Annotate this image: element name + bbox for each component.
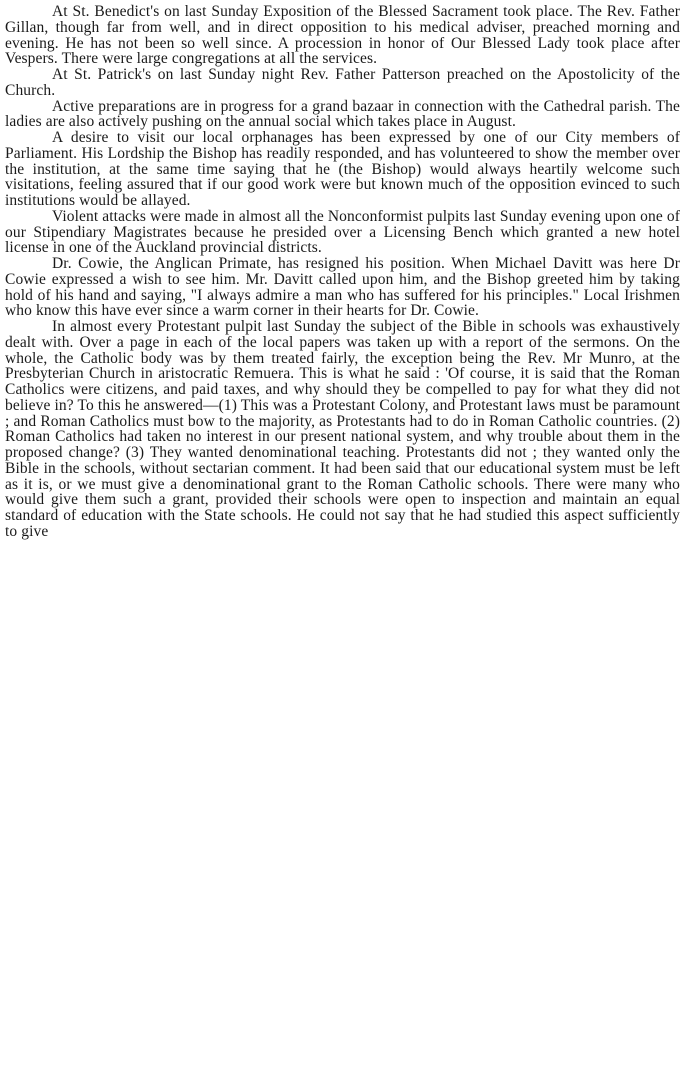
paragraph-bible-in-schools: In almost every Protestant pulpit last Sunday the subject of the Bible in schools was exhaustively dealt with. Over a page in each of the local papers was taken up with a report of the sermons. On the whole, the Catholic body was by them treated fairly, the exception being the Rev. Mr Munro, at the Presbyterian Church in aristocratic Remuera. This is what he said : 'Of course, it is said that the Roman Catholics were citizens, and paid taxes, and why should they be compelled to pay for what they did not believe in? To this he answered—(1) This was a Protestant Colony, and Protestant laws must be paramount ; and Roman Catholics must bow to the majority, as Protestants had to do in Roman Catholic countries. (2) Roman Catholics had taken no interest in our present national system, and why trouble about them in the proposed change? (3) They wanted denominational teaching. Protestants did not ; they wanted only the Bible in the schools, without sectarian comment. It had been said that our educational system must be left as it is, or we must give a denominational grant to the Roman Catholic schools. There were many who would give them such a grant, provided their schools were open to inspection and maintain an equal standard of education with the State schools. He could not say that he had studied this aspect sufficiently to give [5, 318, 680, 540]
paragraph-st-patricks: At St. Patrick's on last Sunday night Rev. Father Patterson preached on the Apostolicity of the Church. [5, 66, 680, 99]
paragraph-nonconformist: Violent attacks were made in almost all the Nonconformist pulpits last Sunday evening upon one of our Stipendiary Magistrates because he presided over a Licensing Bench which granted a new hotel license in one of the Auckland provincial districts. [5, 207, 680, 257]
paragraph-dr-cowie: Dr. Cowie, the Anglican Primate, has resigned his position. When Michael Davitt was here Dr Cowie expressed a wish to see him. Mr. Davitt called upon him, and the Bishop greeted him by taking hold of his hand and saying, "I always admire a man who has suffered for his principles." Local Irishmen who know this have ever since a warm corner in their hearts for Dr. Cowie. [5, 255, 680, 320]
paragraph-st-benedicts: At St. Benedict's on last Sunday Exposition of the Blessed Sacrament took place. The Rev. Father Gillan, though far from well, and in direct opposition to his medical adviser, preached morning and evening. He has not been so well since. A procession in honor of Our Blessed Lady took place after Vespers. There were large congregations at all the services. [5, 3, 680, 68]
paragraph-bazaar: Active preparations are in progress for a grand bazaar in connection with the Cathedral parish. The ladies are also actively pushing on the annual social which takes place in August. [5, 97, 680, 131]
paragraph-orphanages: A desire to visit our local orphanages has been expressed by one of our City members of Parliament. His Lordship the Bishop has readily responded, and has volunteered to show the member over the institution, at the same time saying that he (the Bishop) would always heartily welcome such visitations, feeling assured that if our good work were but known much of the opposition evinced to such institutions would be allayed. [5, 129, 680, 209]
